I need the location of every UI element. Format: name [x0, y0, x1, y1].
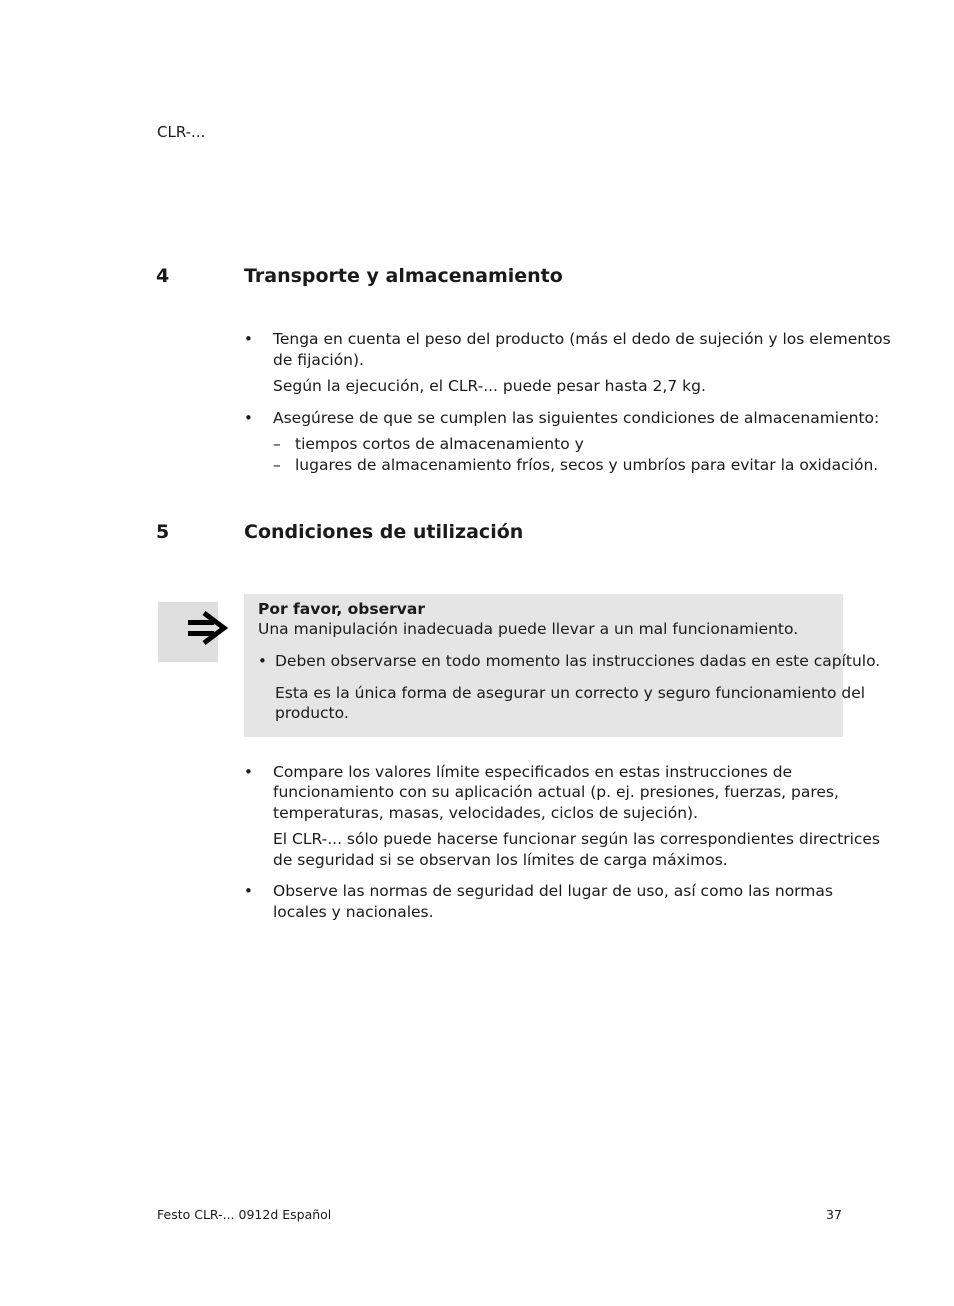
notice-bullet: Deben observarse en todo momento las instrucciones dadas en este capítulo. — [275, 652, 881, 670]
notice-extra-line-1: Esta es la única forma de asegurar un correcto y seguro funcionamiento del — [275, 684, 866, 702]
dash-marker: – — [273, 435, 281, 453]
section-4-subitem-1: tiempos cortos de almacenamiento y — [295, 435, 584, 453]
section-5-bullet-1-line-3: temperaturas, masas, velocidades, ciclos de sujeción). — [273, 804, 699, 822]
section-5-bullet-1-note-1: El CLR-... sólo puede hacerse funcionar según las correspondientes directrices — [273, 830, 881, 848]
section-4-bullet-1-note: Según la ejecución, el CLR-... puede pesar hasta 2,7 kg. — [273, 377, 706, 395]
bullet-marker: • — [244, 330, 253, 348]
bullet-marker: • — [244, 763, 253, 781]
dash-marker: – — [273, 456, 281, 474]
section-4-bullet-1-line-2: de fijación). — [273, 351, 364, 369]
notice-icon-box — [158, 602, 218, 662]
section-4-bullet-2-text: Asegúrese de que se cumplen las siguientes condiciones de almacenamiento: — [273, 409, 880, 427]
notice-text: Una manipulación inadecuada puede llevar a un mal funcionamiento. — [258, 620, 799, 638]
section-4-subitem-2: lugares de almacenamiento fríos, secos y umbríos para evitar la oxidación. — [295, 456, 879, 474]
footer-document-info: Festo CLR-... 0912d Español — [157, 1207, 332, 1222]
arrow-right-icon — [186, 610, 230, 650]
section-5-bullet-2-line-2: locales y nacionales. — [273, 903, 434, 921]
bullet-marker: • — [258, 652, 267, 670]
section-5-bullet-1-note-2: de seguridad si se observan los límites de carga máximos. — [273, 851, 728, 869]
section-4-title: Transporte y almacenamiento — [244, 265, 563, 287]
page-number: 37 — [826, 1207, 842, 1222]
notice-extra-line-2: producto. — [275, 704, 349, 722]
section-5-title: Condiciones de utilización — [244, 521, 524, 543]
running-header: CLR-... — [157, 123, 206, 141]
bullet-marker: • — [244, 409, 253, 427]
section-5-bullet-2-line-1: Observe las normas de seguridad del lugar de uso, así como las normas — [273, 882, 833, 900]
section-4-number: 4 — [156, 265, 170, 287]
section-4-bullet-1-line-1: Tenga en cuenta el peso del producto (más el dedo de sujeción y los elementos — [273, 330, 891, 348]
section-5-number: 5 — [156, 521, 170, 543]
section-5-bullet-1-line-2: funcionamiento con su aplicación actual (p. ej. presiones, fuerzas, pares, — [273, 783, 839, 801]
bullet-marker: • — [244, 882, 253, 900]
notice-heading: Por favor, observar — [258, 600, 425, 618]
section-5-bullet-1-line-1: Compare los valores límite especificados en estas instrucciones de — [273, 763, 793, 781]
